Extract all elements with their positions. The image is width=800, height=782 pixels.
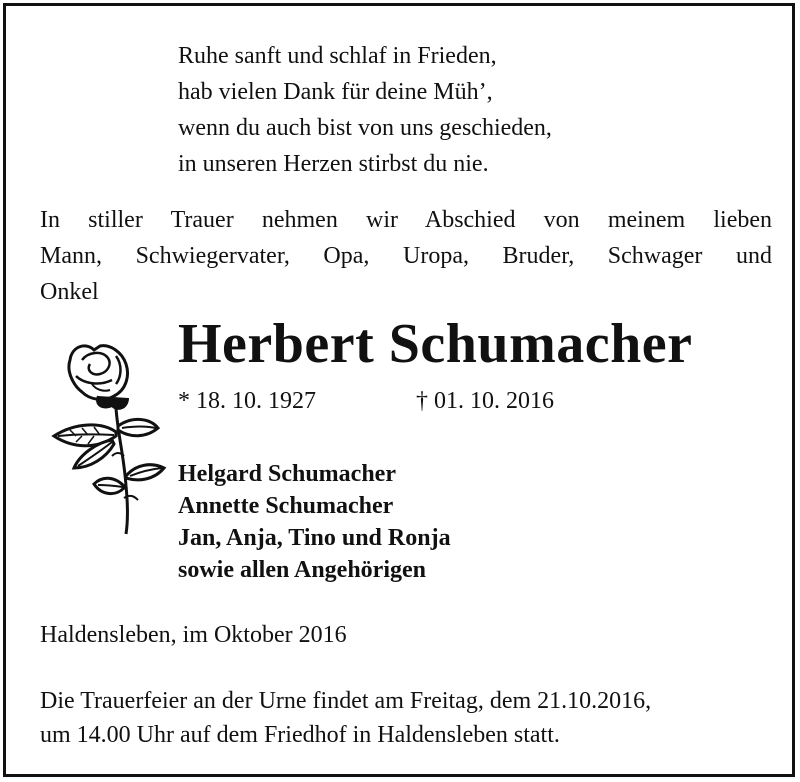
mourner-line: Jan, Anja, Tino und Ronja bbox=[178, 525, 451, 551]
rose-icon bbox=[46, 336, 176, 536]
poem-line: Ruhe sanft und schlaf in Frieden, bbox=[178, 43, 497, 69]
poem bbox=[178, 38, 552, 182]
intro-line: In stiller Trauer nehmen wir Abschied von meinem lieben bbox=[40, 207, 772, 233]
life-dates bbox=[178, 388, 554, 415]
mourner-line: Annette Schumacher bbox=[178, 493, 394, 519]
funeral-line: um 14.00 Uhr auf dem Friedhof in Haldensleben statt. bbox=[40, 722, 560, 748]
poem-line: wenn du auch bist von uns geschieden, bbox=[178, 115, 552, 141]
birth-date: * 18. 10. 1927 bbox=[178, 388, 316, 414]
intro-line: Onkel bbox=[40, 279, 99, 305]
poem-line: in unseren Herzen stirbst du nie. bbox=[178, 151, 489, 177]
mourner-line: sowie allen Angehörigen bbox=[178, 557, 427, 583]
intro-text bbox=[40, 202, 772, 310]
place-and-date: Haldensleben, im Oktober 2016 bbox=[40, 622, 347, 648]
funeral-line: Die Trauerfeier an der Urne findet am Freitag, dem 21.10.2016, bbox=[40, 688, 652, 714]
obituary-frame bbox=[3, 3, 795, 777]
death-date: † 01. 10. 2016 bbox=[416, 388, 554, 414]
intro-line: Mann, Schwiegervater, Opa, Uropa, Bruder, Schwager und bbox=[40, 243, 772, 269]
deceased-name: Herbert Schumacher bbox=[178, 313, 693, 375]
mourners-list bbox=[178, 458, 451, 586]
poem-line: hab vielen Dank für deine Müh’, bbox=[178, 79, 493, 105]
funeral-notice bbox=[40, 684, 651, 752]
mourner-line: Helgard Schumacher bbox=[178, 461, 396, 487]
